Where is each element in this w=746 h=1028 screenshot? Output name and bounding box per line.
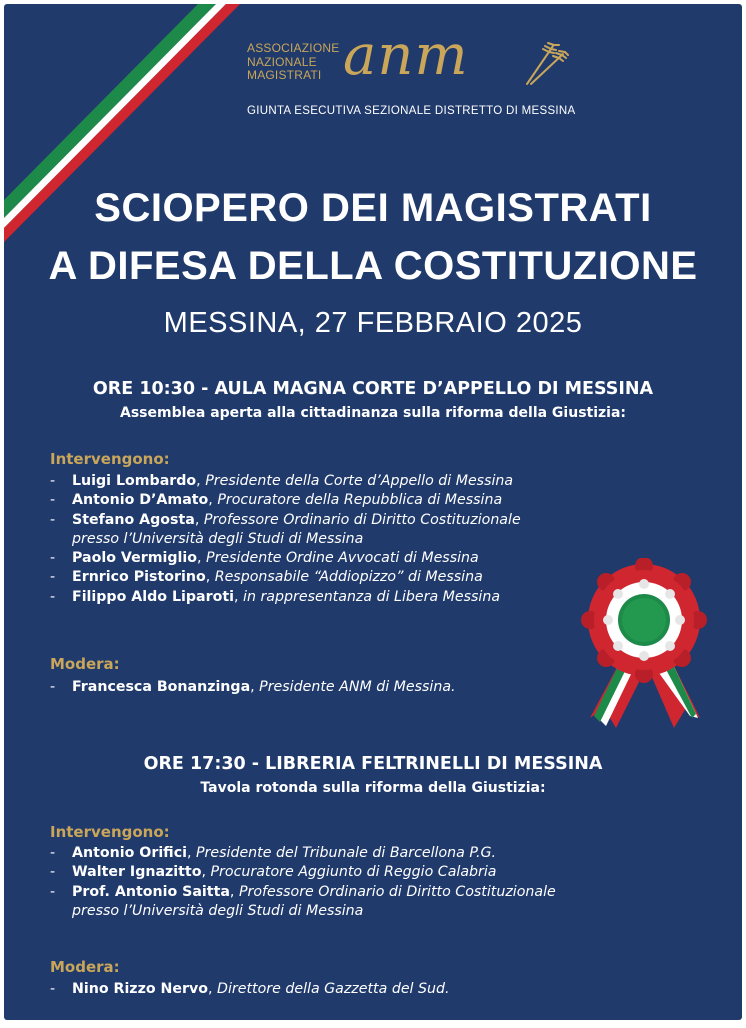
- event-date: MESSINA, 27 FEBBRAIO 2025: [163, 307, 583, 339]
- speaker-name: Ernrico Pistorino: [72, 569, 206, 586]
- event2-speaker-list: [50, 844, 610, 921]
- speaker-name: Antonio Orifici: [72, 845, 187, 861]
- moderator-role: Direttore della Gazzetta del Sud.: [217, 981, 450, 997]
- poster: [4, 4, 742, 1020]
- association-line: ASSOCIAZIONE: [247, 41, 340, 55]
- speaker-name: Paolo Vermiglio: [72, 550, 197, 567]
- speaker-role: Procuratore Aggiunto di Reggio Calabria: [210, 864, 497, 881]
- event1-moderator-label: Modera:: [50, 655, 120, 673]
- list-item: - Paolo Vermiglio, Presidente Ordine Avvocati di Messina: [50, 550, 479, 567]
- speaker-name: Luigi Lombardo: [72, 473, 197, 489]
- main-title-line-2: A DIFESA DELLA COSTITUZIONE: [48, 244, 698, 288]
- event1-heading: ORE 10:30 - AULA MAGNA CORTE D’APPELLO DI MESSINA: [92, 379, 654, 399]
- speaker-role: Presidente della Corte d’Appello di Messina: [205, 473, 514, 489]
- moderator-name: Nino Rizzo Nervo: [72, 981, 209, 997]
- speaker-role: Presidente del Tribunale di Barcellona P.G.: [196, 845, 496, 861]
- moderator-name: Francesca Bonanzinga: [72, 679, 251, 695]
- speaker-name: Filippo Aldo Liparoti: [72, 588, 234, 605]
- event2-subheading: Tavola rotonda sulla riforma della Giustizia:: [200, 780, 546, 796]
- event2-moderator-label: Modera:: [50, 958, 120, 976]
- giunta-subtitle: GIUNTA ESECUTIVA SEZIONALE DISTRETTO DI MESSINA: [247, 105, 576, 117]
- list-item: - Walter Ignazitto, Procuratore Aggiunto di Reggio Calabria: [50, 864, 497, 881]
- speaker-role: Professore Ordinario di Diritto Costituzionale: [238, 883, 556, 900]
- speaker-name: Stefano Agosta: [72, 511, 195, 528]
- association-name: [247, 42, 339, 83]
- tricolor-rosette-icon: [578, 558, 710, 738]
- association-line: NAZIONALE: [247, 54, 317, 69]
- main-title-line-1: SCIOPERO DEI MAGISTRATI: [94, 186, 652, 230]
- event2-speakers-label: Intervengono:: [50, 823, 170, 841]
- speaker-role: Procuratore della Repubblica di Messina: [217, 492, 503, 509]
- anm-wordmark: anm: [343, 23, 469, 88]
- list-item: - Stefano Agosta, Professore Ordinario di Diritto Costituzionale presso l’Università degli Studi di Messina: [50, 511, 610, 550]
- event1-moderator-list: [50, 678, 610, 697]
- list-item: - Prof. Antonio Saitta, Professore Ordinario di Diritto Costituzionale presso l’Università degli Studi di Messina: [50, 883, 610, 922]
- event1-speakers-label: Intervengono:: [50, 450, 170, 468]
- speaker-role: in rappresentanza di Libera Messina: [243, 588, 501, 605]
- moderator-role: Presidente ANM di Messina.: [259, 679, 456, 695]
- event1-speaker-list: [50, 472, 610, 607]
- list-item: - Antonio D’Amato, Procuratore della Repubblica di Messina: [50, 492, 503, 509]
- speaker-role-continued: presso l’Università degli Studi di Messina: [72, 902, 364, 919]
- speaker-name: Prof. Antonio Saitta: [72, 883, 230, 900]
- list-item: - Luigi Lombardo, Presidente della Corte d’Appello di Messina: [50, 473, 514, 489]
- list-item: - Francesca Bonanzinga, Presidente ANM di Messina.: [50, 679, 456, 695]
- list-item: - Filippo Aldo Liparoti, in rappresentanza di Libera Messina: [50, 588, 501, 605]
- event1-subheading: Assemblea aperta alla cittadinanza sulla riforma della Giustizia:: [119, 405, 627, 421]
- speaker-role: Responsabile “Addiopizzo” di Messina: [214, 569, 483, 586]
- event2-moderator-list: [50, 980, 610, 999]
- list-item: - Antonio Orifici, Presidente del Tribunale di Barcellona P.G.: [50, 845, 496, 861]
- wheat-scales-icon: [523, 40, 569, 88]
- speaker-name: Walter Ignazitto: [72, 864, 202, 881]
- speaker-role: Presidente Ordine Avvocati di Messina: [206, 550, 479, 567]
- speaker-name: Antonio D’Amato: [72, 492, 209, 509]
- list-item: - Nino Rizzo Nervo, Direttore della Gazzetta del Sud.: [50, 981, 450, 997]
- list-item: - Ernrico Pistorino, Responsabile “Addiopizzo” di Messina: [50, 569, 483, 586]
- speaker-role-continued: presso l’Università degli Studi di Messina: [72, 530, 364, 547]
- association-line: MAGISTRATI: [247, 68, 322, 82]
- speaker-role: Professore Ordinario di Diritto Costituzionale: [203, 511, 521, 528]
- event2-heading: ORE 17:30 - LIBRERIA FELTRINELLI DI MESSINA: [143, 754, 603, 774]
